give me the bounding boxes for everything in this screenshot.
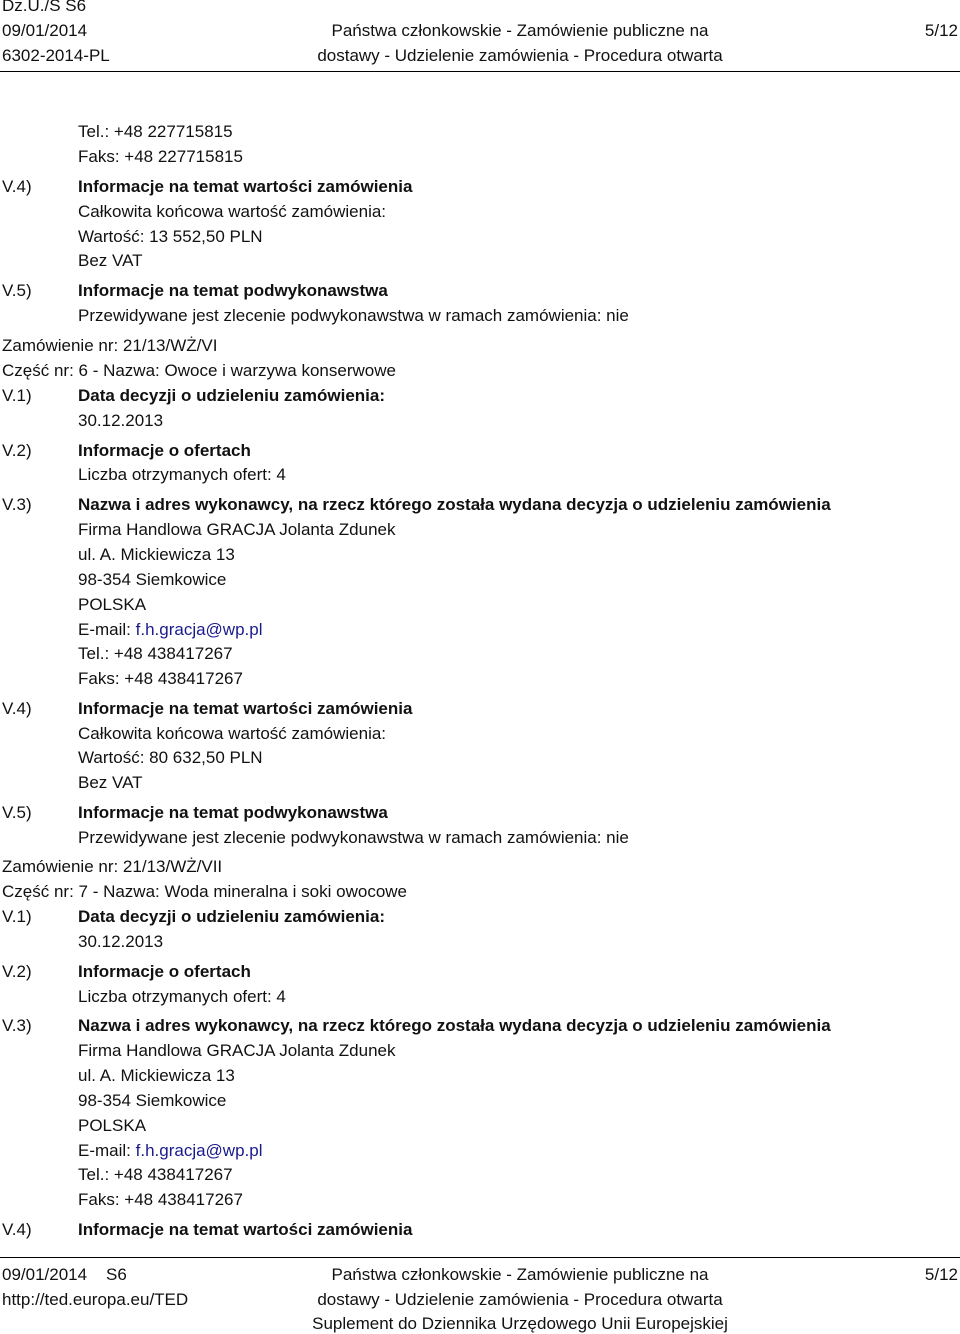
- footer-title-line2: dostawy - Udzielenie zamówienia - Procedura otwarta: [317, 1290, 723, 1309]
- contractor-tel: Tel.: +48 227715815: [78, 122, 233, 141]
- offers-count: Liczba otrzymanych ofert: 4: [78, 987, 286, 1006]
- contractor-country: POLSKA: [78, 595, 147, 614]
- section-heading: Nazwa i adres wykonawcy, na rzecz którego została wydana decyzja o udzieleniu zamówienia: [78, 1016, 831, 1035]
- header-date: 09/01/2014: [2, 21, 88, 40]
- contractor-email-row: [78, 620, 263, 640]
- section-heading: Informacje o ofertach: [78, 441, 251, 460]
- section-number: V.4): [2, 1220, 32, 1239]
- footer-date-section: 09/01/2014 S6: [2, 1265, 127, 1284]
- contractor-street: ul. A. Mickiewicza 13: [78, 1066, 235, 1085]
- lot-name: Część nr: 6 - Nazwa: Owoce i warzywa konserwowe: [2, 361, 396, 380]
- contract-value-label: Całkowita końcowa wartość zamówienia:: [78, 202, 387, 221]
- footer-page-number: 5/12: [924, 1265, 958, 1284]
- section-number: V.2): [2, 962, 32, 981]
- vat-note: Bez VAT: [78, 773, 143, 792]
- section-number: V.2): [2, 441, 32, 460]
- header-page-number: 5/12: [924, 21, 958, 40]
- email-link[interactable]: f.h.gracja@wp.pl: [135, 1141, 263, 1160]
- contract-value-label: Całkowita końcowa wartość zamówienia:: [78, 724, 387, 743]
- section-heading: Data decyzji o udzieleniu zamówienia:: [78, 386, 386, 405]
- header-title-line2: dostawy - Udzielenie zamówienia - Procedura otwarta: [317, 46, 723, 65]
- header-doc-id: 6302-2014-PL: [2, 46, 110, 65]
- header-rule: [0, 71, 960, 72]
- section-number: V.4): [2, 699, 32, 718]
- contractor-city: 98-354 Siemkowice: [78, 570, 227, 589]
- journal-ref: Dz.U./S S6: [2, 0, 87, 15]
- section-heading: Informacje na temat wartości zamówienia: [78, 699, 413, 718]
- section-heading: Data decyzji o udzieleniu zamówienia:: [78, 907, 386, 926]
- contractor-name: Firma Handlowa GRACJA Jolanta Zdunek: [78, 1041, 396, 1060]
- footer-rule: [0, 1257, 960, 1258]
- contractor-fax: Faks: +48 227715815: [78, 147, 243, 166]
- section-number: V.1): [2, 386, 32, 405]
- footer-title-line1: Państwa członkowskie - Zamówienie publiczne na: [331, 1265, 709, 1284]
- footer-title-line3: Suplement do Dziennika Urzędowego Unii Europejskiej: [312, 1314, 728, 1333]
- section-heading: Informacje na temat wartości zamówienia: [78, 177, 413, 196]
- award-date: 30.12.2013: [78, 932, 164, 951]
- subcontracting-info: Przewidywane jest zlecenie podwykonawstwa w ramach zamówienia: nie: [78, 306, 629, 325]
- section-number: V.4): [2, 177, 32, 196]
- vat-note: Bez VAT: [78, 251, 143, 270]
- contractor-city: 98-354 Siemkowice: [78, 1091, 227, 1110]
- contractor-fax: Faks: +48 438417267: [78, 1190, 243, 1209]
- section-number: V.5): [2, 803, 32, 822]
- footer-url[interactable]: http://ted.europa.eu/TED: [2, 1290, 189, 1309]
- award-date: 30.12.2013: [78, 411, 164, 430]
- section-number: V.1): [2, 907, 32, 926]
- section-heading: Informacje o ofertach: [78, 962, 251, 981]
- contract-value: Wartość: 80 632,50 PLN: [78, 748, 263, 767]
- section-number: V.3): [2, 495, 32, 514]
- section-heading: Informacje na temat podwykonawstwa: [78, 281, 388, 300]
- offers-count: Liczba otrzymanych ofert: 4: [78, 465, 286, 484]
- contractor-fax: Faks: +48 438417267: [78, 669, 243, 688]
- order-number: Zamówienie nr: 21/13/WŻ/VI: [2, 336, 218, 355]
- section-heading: Nazwa i adres wykonawcy, na rzecz którego została wydana decyzja o udzieleniu zamówienia: [78, 495, 831, 514]
- email-link[interactable]: f.h.gracja@wp.pl: [135, 620, 263, 639]
- section-heading: Informacje na temat podwykonawstwa: [78, 803, 388, 822]
- email-label: E-mail:: [78, 1141, 136, 1160]
- email-label: E-mail:: [78, 620, 136, 639]
- contractor-street: ul. A. Mickiewicza 13: [78, 545, 235, 564]
- contract-value: Wartość: 13 552,50 PLN: [78, 227, 263, 246]
- contractor-name: Firma Handlowa GRACJA Jolanta Zdunek: [78, 520, 396, 539]
- contractor-email-row: [78, 1141, 263, 1161]
- contractor-tel: Tel.: +48 438417267: [78, 644, 233, 663]
- subcontracting-info: Przewidywane jest zlecenie podwykonawstwa w ramach zamówienia: nie: [78, 828, 629, 847]
- section-heading: Informacje na temat wartości zamówienia: [78, 1220, 413, 1239]
- contractor-country: POLSKA: [78, 1116, 147, 1135]
- order-number: Zamówienie nr: 21/13/WŻ/VII: [2, 857, 223, 876]
- section-number: V.5): [2, 281, 32, 300]
- contractor-tel: Tel.: +48 438417267: [78, 1165, 233, 1184]
- section-number: V.3): [2, 1016, 32, 1035]
- header-title-line1: Państwa członkowskie - Zamówienie publiczne na: [331, 21, 709, 40]
- lot-name: Część nr: 7 - Nazwa: Woda mineralna i soki owocowe: [2, 882, 408, 901]
